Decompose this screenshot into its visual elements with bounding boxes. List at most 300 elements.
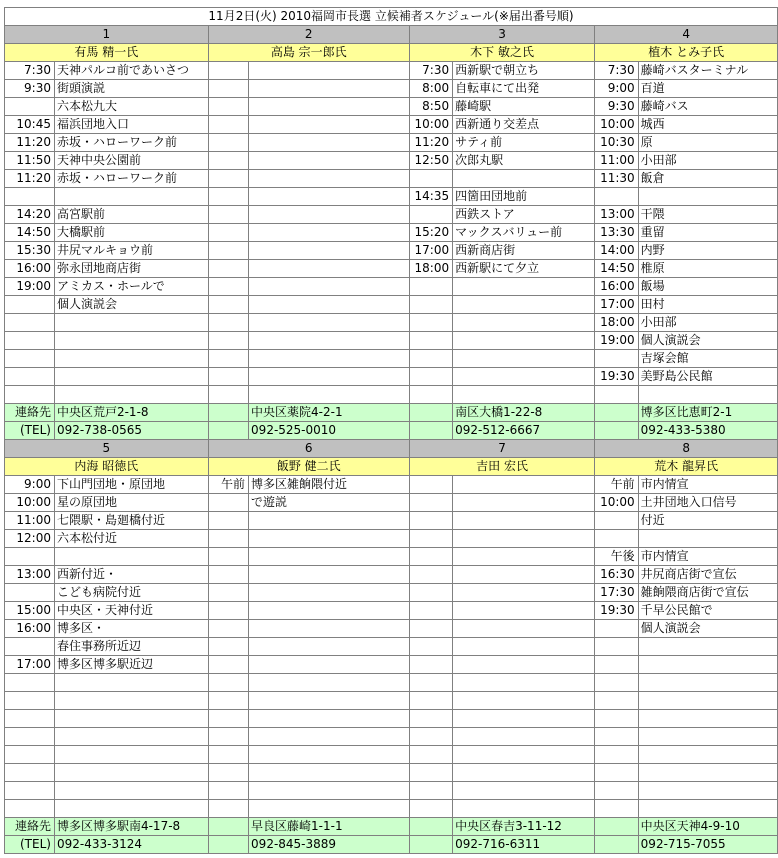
schedule-time [5, 314, 55, 332]
schedule-time: 10:00 [595, 494, 638, 512]
schedule-activity [453, 782, 595, 800]
schedule-row [5, 134, 778, 152]
schedule-activity [249, 152, 410, 170]
contact-tel: 092-433-3124 [54, 836, 208, 854]
schedule-row [5, 746, 778, 764]
schedule-activity [249, 620, 410, 638]
schedule-activity [453, 386, 595, 404]
schedule-activity: 高宮駅前 [54, 206, 208, 224]
schedule-time [208, 674, 248, 692]
schedule-activity [453, 548, 595, 566]
tel-label [409, 836, 452, 854]
schedule-activity [453, 728, 595, 746]
schedule-row [5, 710, 778, 728]
schedule-activity: 美野島公民館 [638, 368, 777, 386]
schedule-time [409, 782, 452, 800]
schedule-time [409, 584, 452, 602]
schedule-time [595, 782, 638, 800]
schedule-time [595, 728, 638, 746]
schedule-time [208, 296, 248, 314]
candidate-number: 1 [5, 26, 209, 44]
tel-label [208, 836, 248, 854]
schedule-time [409, 530, 452, 548]
schedule-activity [638, 746, 777, 764]
schedule-time [208, 728, 248, 746]
schedule-activity: 百道 [638, 80, 777, 98]
schedule-activity [54, 800, 208, 818]
schedule-activity [453, 584, 595, 602]
schedule-time: 14:20 [5, 206, 55, 224]
schedule-activity: 七隈駅・島廻橋付近 [54, 512, 208, 530]
candidate-name: 有馬 精一氏 [5, 44, 209, 62]
schedule-activity [638, 188, 777, 206]
schedule-time [5, 746, 55, 764]
title-row [5, 8, 778, 26]
schedule-activity [453, 710, 595, 728]
schedule-activity: 井尻商店街で宣伝 [638, 566, 777, 584]
schedule-activity [249, 170, 410, 188]
tel-label [595, 422, 638, 440]
schedule-time: 16:00 [5, 620, 55, 638]
contact-row [5, 818, 778, 836]
schedule-activity: 博多区・ [54, 620, 208, 638]
schedule-time: 16:00 [5, 260, 55, 278]
schedule-activity [249, 566, 410, 584]
schedule-time [409, 800, 452, 818]
contact-tel: 092-738-0565 [54, 422, 208, 440]
schedule-row [5, 368, 778, 386]
candidate-name: 荒木 龍昇氏 [595, 458, 778, 476]
schedule-activity: 大橋駅前 [54, 224, 208, 242]
schedule-activity [638, 692, 777, 710]
schedule-activity [249, 728, 410, 746]
schedule-activity: 市内情宣 [638, 548, 777, 566]
schedule-row [5, 692, 778, 710]
candidate-number: 3 [409, 26, 595, 44]
schedule-time [409, 278, 452, 296]
schedule-row [5, 386, 778, 404]
schedule-activity [54, 386, 208, 404]
schedule-time: 9:00 [5, 476, 55, 494]
schedule-time [5, 674, 55, 692]
schedule-activity [453, 476, 595, 494]
schedule-time: 19:30 [595, 602, 638, 620]
schedule-time [409, 350, 452, 368]
schedule-activity: 福浜団地入口 [54, 116, 208, 134]
candidate-name-row [5, 458, 778, 476]
schedule-row [5, 602, 778, 620]
schedule-activity [453, 332, 595, 350]
schedule-activity: 六本松付近 [54, 530, 208, 548]
candidate-name: 高島 宗一郎氏 [208, 44, 409, 62]
schedule-time [5, 782, 55, 800]
tel-row [5, 422, 778, 440]
schedule-activity: 雑餉隈商店街で宣伝 [638, 584, 777, 602]
schedule-time [208, 98, 248, 116]
schedule-activity [249, 296, 410, 314]
tel-label: (TEL) [5, 836, 55, 854]
schedule-activity [54, 782, 208, 800]
schedule-time [409, 548, 452, 566]
candidate-name: 木下 敏之氏 [409, 44, 595, 62]
schedule-activity [249, 710, 410, 728]
schedule-time [208, 638, 248, 656]
schedule-time [595, 350, 638, 368]
schedule-time [595, 620, 638, 638]
schedule-time: 13:30 [595, 224, 638, 242]
schedule-time [5, 296, 55, 314]
schedule-activity: 赤坂・ハローワーク前 [54, 134, 208, 152]
schedule-time [595, 386, 638, 404]
schedule-time [208, 746, 248, 764]
schedule-time [5, 386, 55, 404]
contact-tel: 092-716-6311 [453, 836, 595, 854]
schedule-row [5, 98, 778, 116]
schedule-activity [54, 314, 208, 332]
schedule-activity: 赤坂・ハローワーク前 [54, 170, 208, 188]
schedule-activity [249, 242, 410, 260]
schedule-activity: 博多区博多駅近辺 [54, 656, 208, 674]
schedule-time [595, 800, 638, 818]
schedule-time [409, 656, 452, 674]
schedule-time [409, 386, 452, 404]
schedule-activity: 天神中央公園前 [54, 152, 208, 170]
schedule-time: 17:30 [595, 584, 638, 602]
schedule-activity: 藤崎駅 [453, 98, 595, 116]
schedule-sheet [4, 7, 778, 854]
schedule-row [5, 152, 778, 170]
schedule-time: 10:00 [5, 494, 55, 512]
schedule-activity [249, 332, 410, 350]
schedule-time [208, 242, 248, 260]
schedule-time: 12:00 [5, 530, 55, 548]
schedule-time: 9:30 [595, 98, 638, 116]
candidate-number: 2 [208, 26, 409, 44]
schedule-time: 10:45 [5, 116, 55, 134]
schedule-activity [249, 260, 410, 278]
schedule-activity: 飯場 [638, 278, 777, 296]
contact-address: 南区大橋1-22-8 [453, 404, 595, 422]
schedule-activity [249, 278, 410, 296]
schedule-activity: 西新駅にて夕立 [453, 260, 595, 278]
schedule-time [208, 386, 248, 404]
schedule-time [208, 80, 248, 98]
schedule-activity [453, 494, 595, 512]
schedule-activity [638, 674, 777, 692]
schedule-time: 14:50 [5, 224, 55, 242]
schedule-activity: 西新商店街 [453, 242, 595, 260]
tel-label [208, 422, 248, 440]
schedule-time [208, 692, 248, 710]
schedule-time [409, 620, 452, 638]
schedule-activity: 千早公民館で [638, 602, 777, 620]
candidate-name: 植木 とみ子氏 [595, 44, 778, 62]
schedule-activity: 西新駅で朝立ち [453, 62, 595, 80]
contact-tel: 092-525-0010 [249, 422, 410, 440]
schedule-activity [249, 386, 410, 404]
schedule-activity [249, 62, 410, 80]
schedule-time [409, 512, 452, 530]
schedule-activity: 四箇田団地前 [453, 188, 595, 206]
schedule-time: 8:00 [409, 80, 452, 98]
schedule-time: 19:00 [5, 278, 55, 296]
schedule-time [595, 674, 638, 692]
schedule-activity: 次郎丸駅 [453, 152, 595, 170]
schedule-row [5, 476, 778, 494]
schedule-activity: 中央区・天神付近 [54, 602, 208, 620]
schedule-activity [249, 98, 410, 116]
schedule-row [5, 260, 778, 278]
schedule-time [208, 224, 248, 242]
schedule-activity [638, 638, 777, 656]
schedule-time: 19:30 [595, 368, 638, 386]
schedule-time [5, 638, 55, 656]
schedule-time [208, 494, 248, 512]
candidate-number: 8 [595, 440, 778, 458]
schedule-activity [54, 674, 208, 692]
schedule-activity [54, 350, 208, 368]
schedule-activity [249, 530, 410, 548]
contact-label [595, 404, 638, 422]
schedule-time [208, 710, 248, 728]
schedule-time: 17:00 [5, 656, 55, 674]
schedule-row [5, 494, 778, 512]
schedule-activity [249, 674, 410, 692]
candidate-name: 飯野 健二氏 [208, 458, 409, 476]
schedule-activity [453, 530, 595, 548]
schedule-time [409, 746, 452, 764]
schedule-row [5, 296, 778, 314]
schedule-time [208, 602, 248, 620]
schedule-activity [638, 386, 777, 404]
schedule-activity [638, 728, 777, 746]
schedule-activity: 街頭演説 [54, 80, 208, 98]
schedule-time [208, 152, 248, 170]
schedule-time: 16:00 [595, 278, 638, 296]
schedule-activity [249, 746, 410, 764]
schedule-activity [453, 368, 595, 386]
contact-address: 中央区薬院4-2-1 [249, 404, 410, 422]
schedule-time [5, 368, 55, 386]
contact-label [409, 818, 452, 836]
schedule-activity [249, 782, 410, 800]
schedule-time [208, 620, 248, 638]
schedule-time: 11:00 [5, 512, 55, 530]
contact-label: 連絡先 [5, 818, 55, 836]
schedule-row [5, 800, 778, 818]
schedule-time [409, 332, 452, 350]
schedule-activity [54, 746, 208, 764]
schedule-time [409, 170, 452, 188]
contact-row [5, 404, 778, 422]
candidate-name: 内海 昭徳氏 [5, 458, 209, 476]
schedule-activity: 内野 [638, 242, 777, 260]
schedule-activity [453, 692, 595, 710]
schedule-time [409, 692, 452, 710]
schedule-activity: 春住事務所近辺 [54, 638, 208, 656]
tel-label [409, 422, 452, 440]
candidate-number: 7 [409, 440, 595, 458]
schedule-activity: こども病院付近 [54, 584, 208, 602]
schedule-time: 11:20 [5, 170, 55, 188]
schedule-time: 17:00 [409, 242, 452, 260]
schedule-activity [54, 332, 208, 350]
schedule-activity [249, 350, 410, 368]
schedule-activity: 市内情宣 [638, 476, 777, 494]
schedule-time [409, 602, 452, 620]
tel-row [5, 836, 778, 854]
schedule-activity [453, 278, 595, 296]
schedule-activity [249, 368, 410, 386]
schedule-activity [453, 170, 595, 188]
schedule-row [5, 638, 778, 656]
schedule-row [5, 80, 778, 98]
schedule-row [5, 116, 778, 134]
schedule-time [208, 368, 248, 386]
schedule-activity [453, 638, 595, 656]
schedule-time: 15:00 [5, 602, 55, 620]
schedule-activity: 星の原団地 [54, 494, 208, 512]
schedule-time: 15:30 [5, 242, 55, 260]
schedule-activity [638, 782, 777, 800]
schedule-time [208, 278, 248, 296]
schedule-time: 9:30 [5, 80, 55, 98]
schedule-time [5, 332, 55, 350]
schedule-time: 9:00 [595, 80, 638, 98]
tel-label: (TEL) [5, 422, 55, 440]
schedule-time [5, 98, 55, 116]
schedule-time [208, 134, 248, 152]
schedule-time [208, 260, 248, 278]
schedule-activity: 六本松九大 [54, 98, 208, 116]
schedule-activity [249, 206, 410, 224]
schedule-time: 11:20 [409, 134, 452, 152]
schedule-row [5, 674, 778, 692]
schedule-time: 19:00 [595, 332, 638, 350]
schedule-time [208, 764, 248, 782]
schedule-row [5, 242, 778, 260]
schedule-activity: 下山門団地・原団地 [54, 476, 208, 494]
schedule-time [208, 350, 248, 368]
schedule-row [5, 62, 778, 80]
schedule-row [5, 350, 778, 368]
schedule-time [409, 494, 452, 512]
schedule-time: 15:20 [409, 224, 452, 242]
schedule-activity: 吉塚会館 [638, 350, 777, 368]
schedule-activity [453, 566, 595, 584]
contact-address: 中央区春吉3-11-12 [453, 818, 595, 836]
schedule-time [5, 800, 55, 818]
schedule-row [5, 728, 778, 746]
schedule-activity [249, 512, 410, 530]
schedule-time [208, 584, 248, 602]
schedule-activity: 個人演説会 [638, 332, 777, 350]
schedule-activity: 自転車にて出発 [453, 80, 595, 98]
schedule-time [409, 296, 452, 314]
schedule-time: 午前 [208, 476, 248, 494]
schedule-activity [638, 530, 777, 548]
schedule-activity [638, 710, 777, 728]
schedule-time [208, 782, 248, 800]
schedule-row [5, 170, 778, 188]
schedule-activity [249, 80, 410, 98]
schedule-activity [249, 692, 410, 710]
schedule-time [208, 206, 248, 224]
schedule-activity: 干隈 [638, 206, 777, 224]
schedule-activity [249, 224, 410, 242]
schedule-time: 11:50 [5, 152, 55, 170]
schedule-activity: 付近 [638, 512, 777, 530]
schedule-time: 11:30 [595, 170, 638, 188]
schedule-time: 14:00 [595, 242, 638, 260]
contact-tel: 092-512-6667 [453, 422, 595, 440]
schedule-activity [453, 764, 595, 782]
schedule-time [409, 710, 452, 728]
candidate-name: 吉田 宏氏 [409, 458, 595, 476]
schedule-time: 13:00 [595, 206, 638, 224]
candidate-number: 4 [595, 26, 778, 44]
schedule-activity [54, 368, 208, 386]
schedule-time [5, 188, 55, 206]
contact-address: 早良区藤崎1-1-1 [249, 818, 410, 836]
schedule-time [208, 314, 248, 332]
schedule-activity [54, 548, 208, 566]
contact-address: 中央区天神4-9-10 [638, 818, 777, 836]
schedule-time: 11:20 [5, 134, 55, 152]
schedule-time [208, 656, 248, 674]
candidate-number: 6 [208, 440, 409, 458]
schedule-time [595, 746, 638, 764]
candidate-number-row [5, 440, 778, 458]
schedule-time [208, 116, 248, 134]
schedule-row [5, 206, 778, 224]
schedule-activity: 博多区雑餉隈付近 [249, 476, 410, 494]
schedule-time: 14:50 [595, 260, 638, 278]
schedule-time [595, 656, 638, 674]
schedule-row [5, 314, 778, 332]
schedule-time [5, 710, 55, 728]
schedule-activity [54, 188, 208, 206]
schedule-activity [249, 800, 410, 818]
schedule-activity: 藤崎バス [638, 98, 777, 116]
candidate-name-row [5, 44, 778, 62]
schedule-time [5, 764, 55, 782]
schedule-time: 10:30 [595, 134, 638, 152]
schedule-time [595, 512, 638, 530]
schedule-time: 18:00 [409, 260, 452, 278]
schedule-time [409, 368, 452, 386]
schedule-row [5, 530, 778, 548]
schedule-activity: 西新通り交差点 [453, 116, 595, 134]
schedule-activity: 土井団地入口信号 [638, 494, 777, 512]
schedule-time [409, 206, 452, 224]
schedule-activity: 西鉄ストア [453, 206, 595, 224]
candidate-number: 5 [5, 440, 209, 458]
schedule-activity [453, 512, 595, 530]
schedule-time [208, 170, 248, 188]
schedule-row [5, 548, 778, 566]
schedule-row [5, 566, 778, 584]
schedule-activity [453, 350, 595, 368]
schedule-activity [249, 584, 410, 602]
schedule-row [5, 656, 778, 674]
schedule-time: 16:30 [595, 566, 638, 584]
schedule-activity: 椎原 [638, 260, 777, 278]
schedule-row [5, 512, 778, 530]
schedule-activity [249, 314, 410, 332]
schedule-activity [54, 764, 208, 782]
schedule-activity [249, 656, 410, 674]
